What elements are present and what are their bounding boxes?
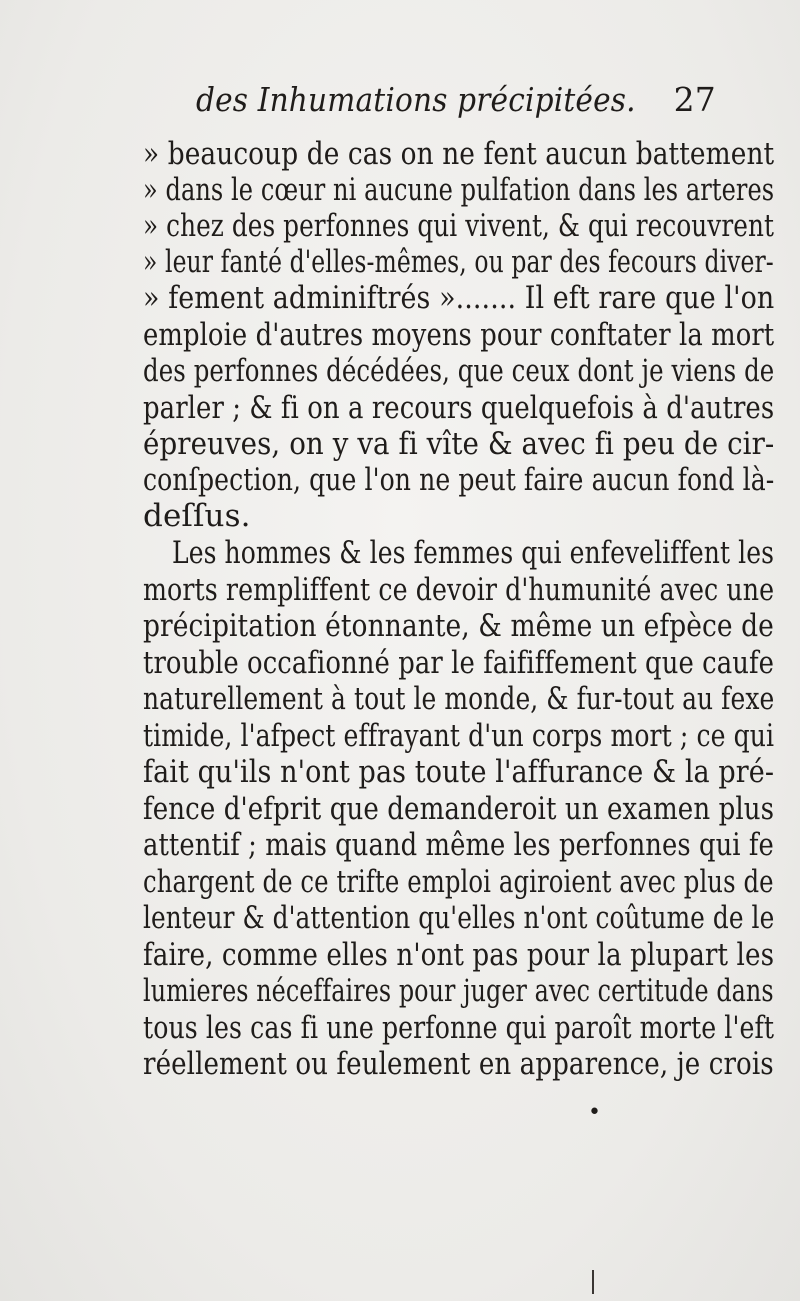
signature-mark: • (588, 1100, 601, 1125)
text-line: deſſus. (143, 498, 251, 534)
text-line: » leur fanté d'elles-mêmes, ou par des fecours diver- (143, 244, 774, 280)
text-line: réellement ou feulement en apparence, je crois (143, 1046, 774, 1082)
text-line: lenteur & d'attention qu'elles n'ont coûtume de le (143, 900, 775, 936)
text-line: morts rempliffent ce devoir d'humunité avec une (143, 572, 775, 608)
text-line: des perfonnes décédées, que ceux dont je viens de (143, 353, 775, 389)
text-line: » beaucoup de cas on ne fent aucun battement (143, 136, 775, 172)
text-line: tous les cas fi une perfonne qui paroît morte l'eft (143, 1010, 775, 1046)
text-line: faire, comme elles n'ont pas pour la plupart les (143, 937, 775, 973)
text-line: parler ; & fi on a recours quelquefois à d'autres (143, 390, 775, 426)
text-line: précipitation étonnante, & même un efpèce de (143, 608, 774, 644)
text-line: fait qu'ils n'ont pas toute l'affurance & la pré- (143, 754, 775, 790)
text-line: emploie d'autres moyens pour conftater la mort (143, 317, 775, 353)
text-line: trouble occafionné par le faififfement que caufe (143, 645, 775, 681)
text-line: lumieres néceffaires pour juger avec certitude dans (143, 973, 774, 1009)
text-line: épreuves, on y va fi vîte & avec fi peu de cir- (143, 426, 775, 462)
margin-stroke (592, 1270, 594, 1294)
text-line: conſpection, que l'on ne peut faire aucun fond là- (143, 462, 775, 498)
text-line: chargent de ce trifte emploi agiroient avec plus de (143, 864, 774, 900)
text-line: Les hommes & les femmes qui enfeveliffent les (172, 535, 775, 571)
text-line: timide, l'afpect effrayant d'un corps mort ; ce qui (143, 718, 775, 754)
running-title: des Inhumations précipitées. (196, 80, 636, 119)
text-line: fence d'efprit que demanderoit un examen plus (143, 791, 775, 827)
text-line: attentif ; mais quand même les perfonnes qui fe (143, 827, 774, 863)
text-line: » chez des perfonnes qui vivent, & qui recouvrent (143, 208, 774, 244)
text-line: » dans le cœur ni aucune pulfation dans les arteres (143, 172, 775, 208)
text-line: » fement adminiftrés »....... Il eft rare que l'on (143, 280, 775, 316)
text-line: naturellement à tout le monde, & fur-tout au fexe (143, 681, 775, 717)
running-head (196, 80, 716, 130)
page-number: 27 (673, 80, 716, 119)
